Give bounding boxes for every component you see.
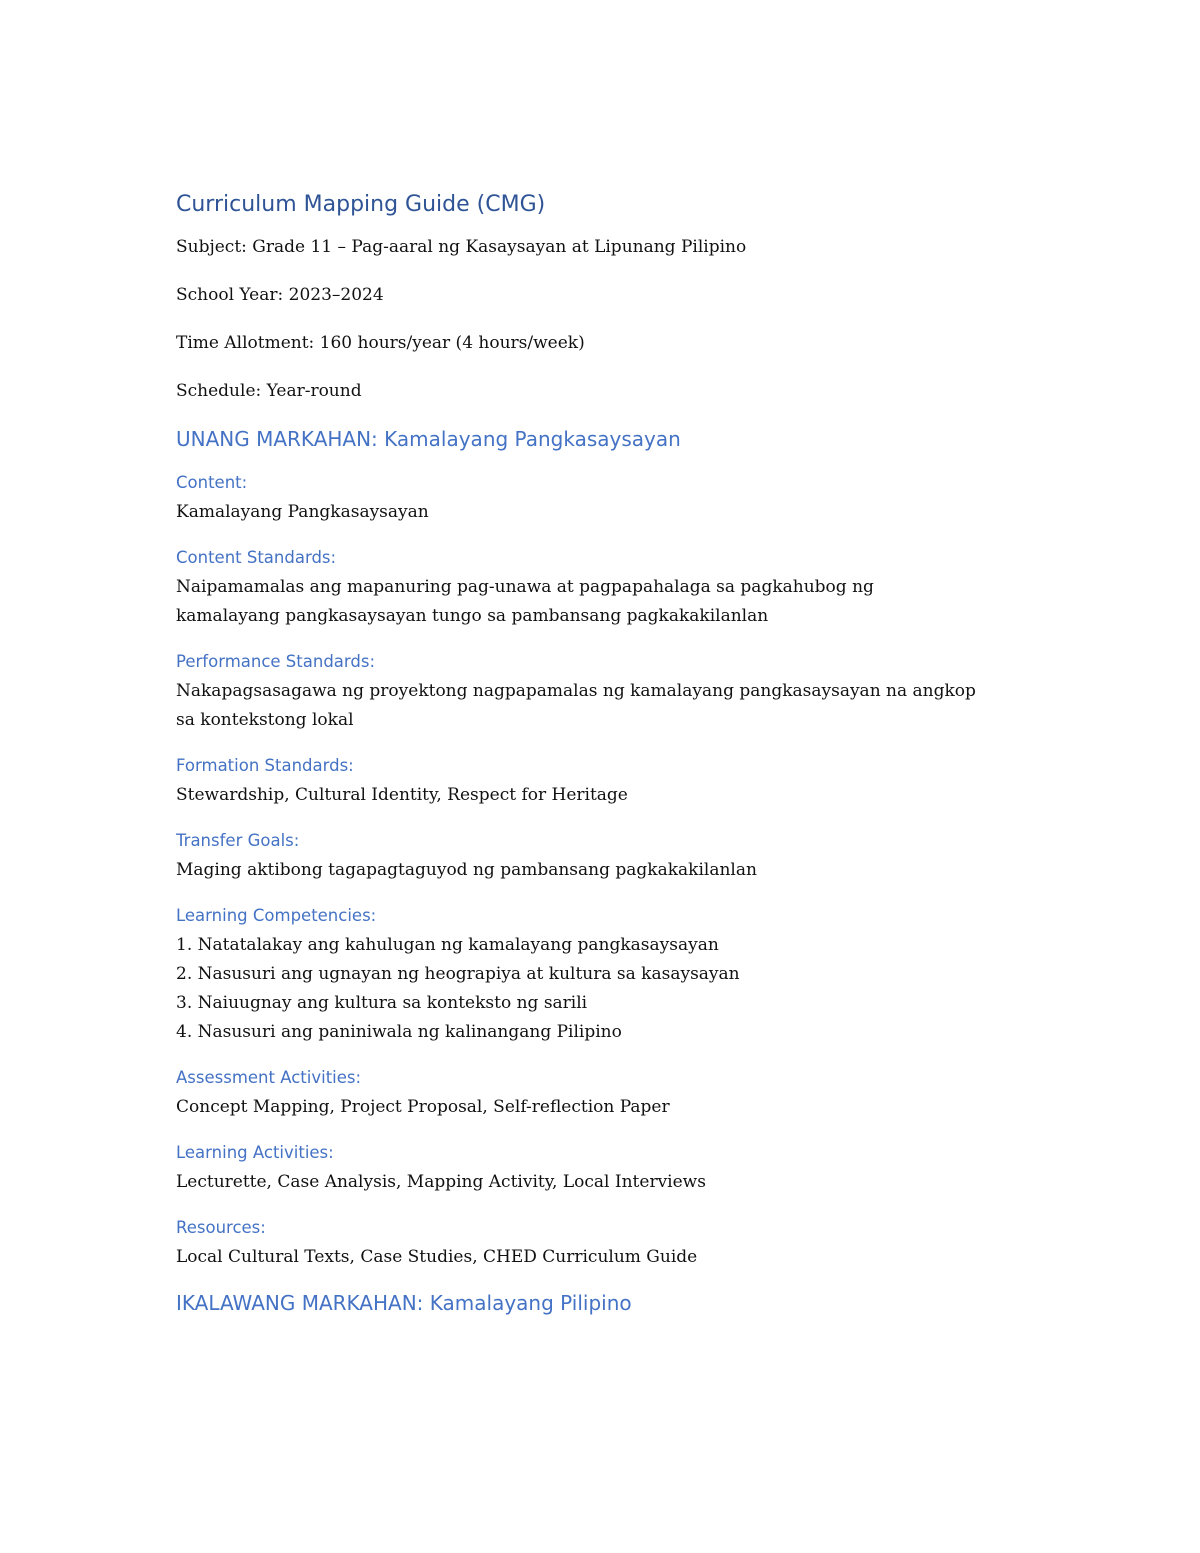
- transfer-goals-text: Maging aktibong tagapagtaguyod ng pambansang pagkakakilanlan: [176, 860, 757, 880]
- content-standards-line1: Naipamamalas ang mapanuring pag-unawa at pagpapahalaga sa pagkahubog ng: [176, 577, 874, 597]
- resources-label: Resources:: [176, 1218, 266, 1237]
- content-standards-line2: kamalayang pangkasaysayan tungo sa pambansang pagkakakilanlan: [176, 606, 769, 626]
- learning-activities-text: Lecturette, Case Analysis, Mapping Activity, Local Interviews: [176, 1172, 706, 1192]
- learning-competencies-label: Learning Competencies:: [176, 906, 377, 925]
- performance-standards-line2: sa kontekstong lokal: [176, 710, 354, 730]
- formation-standards-text: Stewardship, Cultural Identity, Respect for Heritage: [176, 785, 628, 805]
- learning-competencies-list: [176, 931, 1036, 1047]
- performance-standards-label: Performance Standards:: [176, 652, 376, 671]
- quarter2-heading: IKALAWANG MARKAHAN: Kamalayang Pilipino: [176, 1291, 632, 1315]
- assessment-activities-label: Assessment Activities:: [176, 1068, 362, 1087]
- quarter1-heading: UNANG MARKAHAN: Kamalayang Pangkasaysayan: [176, 427, 681, 451]
- formation-standards-label: Formation Standards:: [176, 756, 354, 775]
- schedule-line: Schedule: Year-round: [176, 381, 362, 401]
- content-label: Content:: [176, 473, 248, 492]
- school-year-line: School Year: 2023–2024: [176, 285, 384, 305]
- document-body: [176, 190, 1036, 1332]
- subject-line: Subject: Grade 11 – Pag-aaral ng Kasaysayan at Lipunang Pilipino: [176, 237, 747, 257]
- resources-section: [176, 1213, 1036, 1272]
- list-item: 3. Naiuugnay ang kultura sa konteksto ng sarili: [176, 993, 588, 1013]
- transfer-goals-section: [176, 826, 1036, 885]
- performance-standards-line1: Nakapagsasagawa ng proyektong nagpapamalas ng kamalayang pangkasaysayan na angkop: [176, 681, 976, 701]
- time-allotment-line: Time Allotment: 160 hours/year (4 hours/week): [176, 333, 585, 353]
- learning-activities-section: [176, 1138, 1036, 1197]
- content-text: Kamalayang Pangkasaysayan: [176, 502, 429, 522]
- list-item: 2. Nasusuri ang ugnayan ng heograpiya at kultura sa kasaysayan: [176, 964, 740, 984]
- document-title: Curriculum Mapping Guide (CMG): [176, 192, 546, 217]
- content-standards-section: [176, 543, 1036, 631]
- assessment-activities-section: [176, 1063, 1036, 1122]
- performance-standards-section: [176, 647, 1036, 735]
- resources-text: Local Cultural Texts, Case Studies, CHED Curriculum Guide: [176, 1247, 698, 1267]
- learning-activities-label: Learning Activities:: [176, 1143, 334, 1162]
- content-section: [176, 468, 1036, 527]
- list-item: 4. Nasusuri ang paniniwala ng kalinangang Pilipino: [176, 1022, 622, 1042]
- list-item: 1. Natatalakay ang kahulugan ng kamalayang pangkasaysayan: [176, 935, 719, 955]
- learning-competencies-section: [176, 901, 1036, 1047]
- content-standards-label: Content Standards:: [176, 548, 337, 567]
- assessment-activities-text: Concept Mapping, Project Proposal, Self-reflection Paper: [176, 1097, 670, 1117]
- formation-standards-section: [176, 751, 1036, 810]
- transfer-goals-label: Transfer Goals:: [176, 831, 300, 850]
